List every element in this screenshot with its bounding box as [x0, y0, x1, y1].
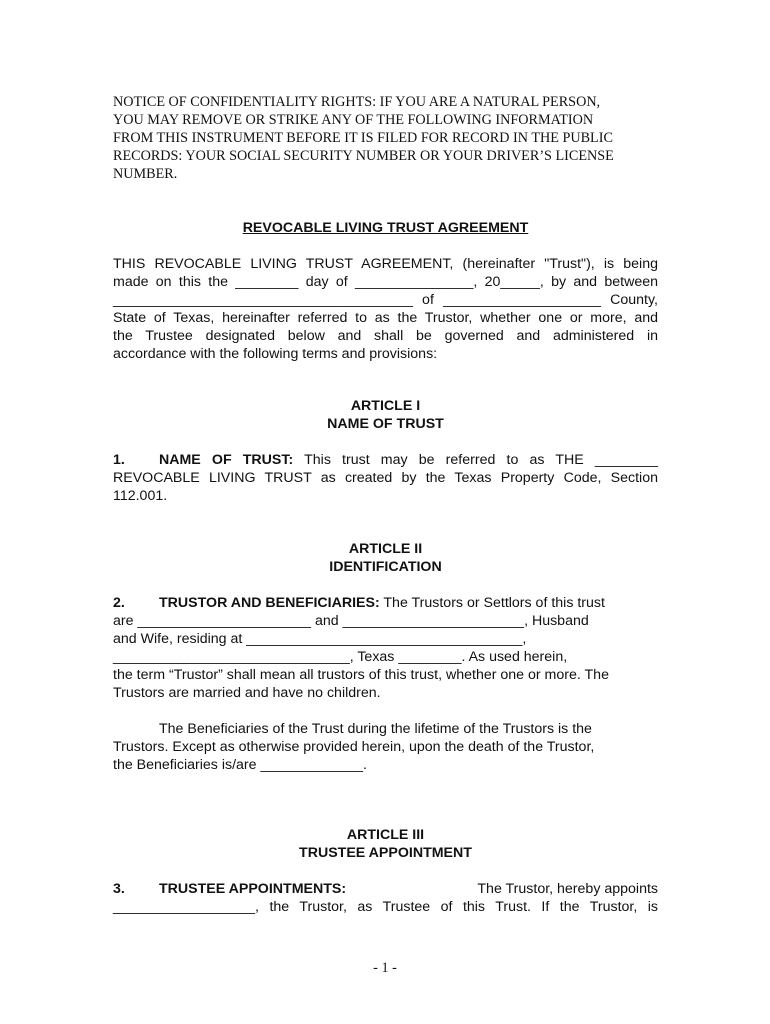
article-3-subheading: TRUSTEE APPOINTMENT [299, 845, 472, 861]
section-label: TRUSTOR AND BENEFICIARIES: [159, 595, 380, 611]
section-text: The Trustors or Settlors of this trust [379, 595, 605, 611]
section-number: 2. [113, 595, 125, 611]
intro-line: the Trustee designated below and shall be governed and administered in [113, 328, 658, 344]
section-label: NAME OF TRUST: [159, 452, 294, 468]
article-2-subheading: IDENTIFICATION [329, 559, 442, 575]
beneficiaries-line: Trustors. Except as otherwise provided herein, upon the death of the Trustor, [113, 739, 595, 755]
page-number: - 1 - [373, 960, 397, 976]
article-2-line: Trustors are married and have no children. [113, 685, 381, 701]
intro-line: ______________________________________ of ____________________ County, [113, 292, 658, 308]
beneficiaries-line: The Beneficiaries of the Trust during the lifetime of the Trustors is the [159, 721, 592, 737]
article-2-line: ______________________________, Texas ________. As used herein, [113, 649, 568, 665]
article-2-line: are ______________________ and _______________________, Husband [113, 613, 589, 629]
section-number: 3. [113, 881, 125, 897]
notice-line: RECORDS: YOUR SOCIAL SECURITY NUMBER OR YOUR DRIVER’S LICENSE [113, 148, 614, 164]
beneficiaries-line: the Beneficiaries is/are _____________. [113, 757, 367, 773]
intro-line: State of Texas, hereinafter referred to as the Trustor, whether one or more, and [113, 310, 658, 326]
intro-line: accordance with the following terms and provisions: [113, 346, 438, 362]
article-3-line: __________________, the Trustor, as Trustee of this Trust. If the Trustor, is [113, 899, 658, 915]
article-2-line: the term “Trustor” shall mean all trustors of this trust, whether one or more. The [113, 667, 609, 683]
intro-line: THIS REVOCABLE LIVING TRUST AGREEMENT, (hereinafter "Trust"), is being [113, 256, 658, 272]
article-1-heading: ARTICLE I [350, 398, 421, 414]
document-title: REVOCABLE LIVING TRUST AGREEMENT [242, 220, 529, 236]
article-1-line: 112.001. [113, 488, 168, 504]
article-3-line [113, 880, 658, 898]
article-1-subheading: NAME OF TRUST [327, 416, 444, 432]
notice-line: YOU MAY REMOVE OR STRIKE ANY OF THE FOLLOWING INFORMATION [113, 112, 594, 128]
article-2-line: and Wife, residing at ___________________________________, [113, 631, 527, 647]
confidentiality-notice [113, 93, 658, 183]
article-2-line [113, 594, 658, 612]
intro-line: made on this the ________ day of _______________, 20_____, by and between [113, 274, 658, 290]
notice-line: NUMBER. [113, 166, 178, 182]
article-3-heading: ARTICLE III [346, 827, 425, 843]
section-text: This trust may be referred to as THE ________ [293, 452, 659, 468]
article-1-line [113, 451, 658, 469]
section-text: The Trustor, hereby appoints [477, 881, 658, 897]
section-label: TRUSTEE APPOINTMENTS: [159, 881, 347, 897]
article-1-line: REVOCABLE LIVING TRUST as created by the Texas Property Code, Section [113, 470, 658, 486]
notice-line: FROM THIS INSTRUMENT BEFORE IT IS FILED FOR RECORD IN THE PUBLIC [113, 130, 613, 146]
notice-line: NOTICE OF CONFIDENTIALITY RIGHTS: IF YOU ARE A NATURAL PERSON, [113, 94, 601, 110]
article-2-heading: ARTICLE II [348, 541, 423, 557]
section-number: 1. [113, 452, 125, 468]
